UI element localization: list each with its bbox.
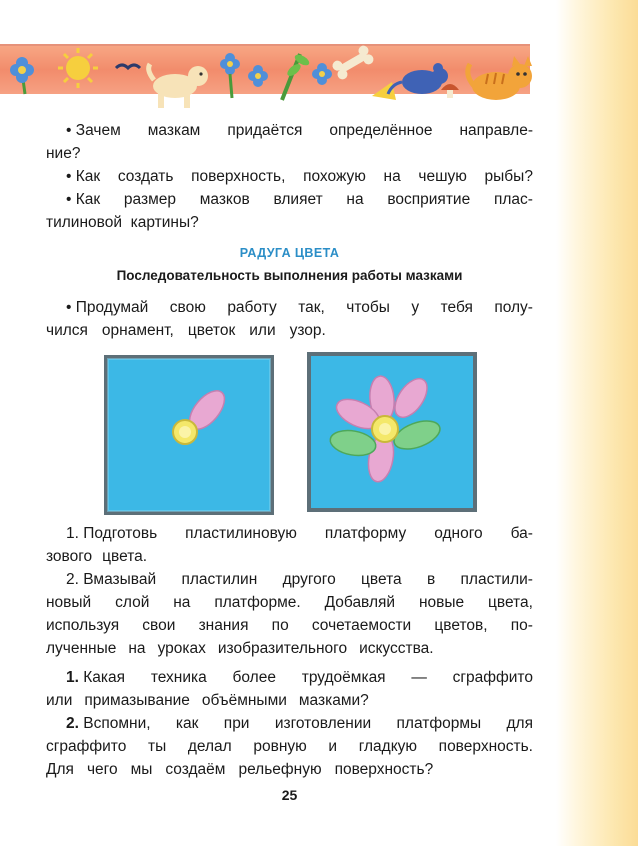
page-number: 25 xyxy=(281,787,298,803)
text-line: • Зачем мазкам придаётся определённое направле- xyxy=(66,122,533,139)
text-line: лученные на уроках изобразительного искусства. xyxy=(46,640,434,657)
text-line: • Как размер мазков влияет на восприятие плас- xyxy=(66,191,533,208)
text-line: сграффито ты делал ровную и гладкую поверхность. xyxy=(46,738,533,755)
text-line: зового цвета. xyxy=(46,548,148,565)
text-line: • Как создать поверхность, похожую на чешую рыбы? xyxy=(66,168,533,185)
plasticine-tile-single-petal xyxy=(104,355,274,515)
text-line: ние? xyxy=(46,145,81,162)
section-title: РАДУГА ЦВЕТА xyxy=(239,246,340,260)
text-line: 1. Подготовь пластилиновую платформу одного ба- xyxy=(66,525,533,542)
plasticine-tile-flower xyxy=(307,352,477,512)
text-line: тилиновой картины? xyxy=(46,214,199,231)
task-paragraph xyxy=(46,296,533,342)
text-line: или примазывание объёмными мазками? xyxy=(46,692,369,709)
text-line: чился орнамент, цветок или узор. xyxy=(46,322,326,339)
questions-top xyxy=(46,119,533,234)
text-line: 1. Какая техника более трудоёмкая — сграффито xyxy=(66,669,533,686)
banner-illustration xyxy=(0,30,540,110)
text-line: 2. Вмазывай пластилин другого цвета в пластили- xyxy=(66,571,533,588)
text-line: используя свои знания по сочетаемости цветов, по- xyxy=(46,617,533,634)
text-line: Для чего мы создаём рельефную поверхность? xyxy=(46,761,434,778)
text-line: 2. Вспомни, как при изготовлении платформы для xyxy=(66,715,533,732)
review-questions xyxy=(46,666,533,781)
page-edge-gradient xyxy=(556,0,638,846)
section-subtitle: Последовательность выполнения работы мазками xyxy=(116,268,463,283)
text-line: • Продумай свою работу так, чтобы у тебя полу- xyxy=(66,299,533,316)
text-line: новый слой на платформе. Добавляй новые цвета, xyxy=(46,594,533,611)
steps-list xyxy=(46,522,533,660)
